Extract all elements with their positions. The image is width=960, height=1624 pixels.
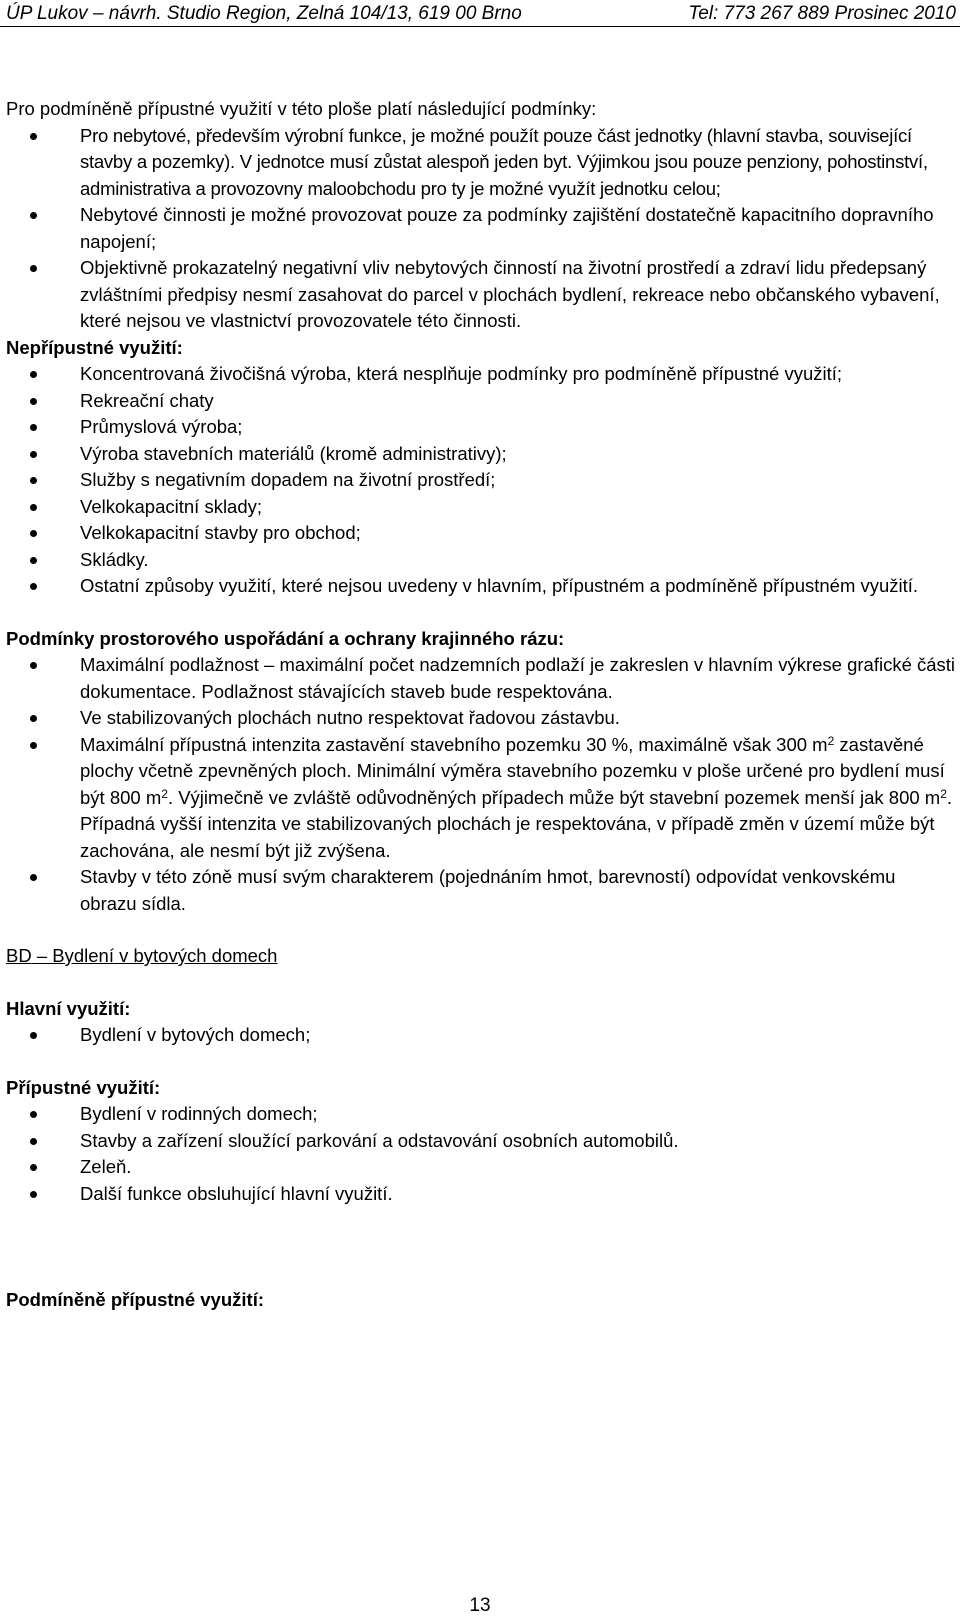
superscript: 2: [827, 733, 835, 748]
superscript: 2: [161, 786, 168, 801]
list-item: Maximální podlažnost – maximální počet nadzemních podlaží je zakreslen v hlavním výkrese grafické části dokumentace. Podlažnost stávajících staveb bude respektována.: [6, 652, 956, 705]
list-item: Zeleň.: [6, 1154, 956, 1181]
main-use-list: [6, 1022, 956, 1049]
bd-code: BD: [6, 945, 32, 966]
permitted-list: [6, 1101, 956, 1207]
conditional-intro: Pro podmíněně přípustné využití v této ploše platí následující podmínky:: [6, 98, 597, 119]
spatial-heading: Podmínky prostorového uspořádání a ochrany krajinného rázu:: [6, 627, 565, 649]
list-item: Služby s negativním dopadem na životní prostředí;: [6, 467, 956, 494]
list-item: Velkokapacitní sklady;: [6, 494, 956, 521]
list-item: Skládky.: [6, 547, 956, 574]
list-item: Stavby v této zóně musí svým charakterem (pojednáním hmot, barevností) odpovídat venkovskému obrazu sídla.: [6, 864, 956, 917]
page-number: 13: [469, 1595, 491, 1616]
permitted-heading: Přípustné využití:: [6, 1076, 161, 1098]
header-left-text: ÚP Lukov – návrh. Studio Region, Zelná 104/13, 619 00 Brno: [6, 3, 522, 24]
list-item: Objektivně prokazatelný negativní vliv nebytových činností na životní prostředí a zdraví lidu předepsaný zvláštními předpisy nesmí zasahovat do parcel v plochách bydlení, rekreace nebo občanského vybavení, které nejsou ve vlastnictví provozovatele této činnosti.: [6, 255, 956, 335]
list-item: Stavby a zařízení sloužící parkování a odstavování osobních automobilů.: [6, 1128, 956, 1155]
list-item: Koncentrovaná živočišná výroba, která nesplňuje podmínky pro podmíněně přípustné využití;: [6, 361, 956, 388]
list-item: Rekreační chaty: [6, 388, 956, 415]
document-body: [6, 96, 956, 1314]
list-item: Ostatní způsoby využití, které nejsou uvedeny v hlavním, přípustném a podmíněně přípustném využití.: [6, 573, 956, 600]
item-text: . Výjimečně ve zvláště odůvodněných případech může být stavební pozemek menší jak 800 m: [167, 786, 941, 808]
main-use-heading: Hlavní využití:: [6, 997, 131, 1019]
header-right-text: Tel: 773 267 889 Prosinec 2010: [688, 3, 956, 24]
list-item: Průmyslová výroba;: [6, 414, 956, 441]
list-item: Bydlení v rodinných domech;: [6, 1101, 956, 1128]
prohibited-list: [6, 361, 956, 600]
list-item: Velkokapacitní stavby pro obchod;: [6, 520, 956, 547]
list-item: Výroba stavebních materiálů (kromě administrativy);: [6, 441, 956, 468]
item-text: Maximální přípustná intenzita zastavění stavebního pozemku 30 %, maximálně však 300 m: [80, 733, 828, 755]
item-text: . Případná vyšší intenzita ve stabilizovaných plochách je respektována, v případě změn v území může být zachována, ale nesmí být již zvýšena.: [80, 786, 953, 861]
superscript: 2: [940, 786, 947, 801]
conditional-heading: Podmíněně přípustné využití:: [6, 1289, 264, 1310]
list-item: Bydlení v bytových domech;: [6, 1022, 956, 1049]
item-text: zastavěné plochy včetně zpevněných ploch. Minimální výměra stavebního pozemku v ploše určené pro bydlení musí být 800 m: [80, 733, 945, 808]
list-item: Pro nebytové, především výrobní funkce, je možné použít pouze část jednotky (hlavní stavba, související stavby a pozemky). V jednotce musí zůstat alespoň jeden byt. Výjimkou jsou pouze penziony, pohostinství, administrativa a provozovny maloobchodu pro ty je možné využít jednotku celou;: [6, 123, 956, 203]
list-item: [6, 732, 956, 865]
bd-section-title: [6, 943, 956, 970]
conditional-list: [6, 123, 956, 335]
list-item: Další funkce obsluhující hlavní využití.: [6, 1181, 956, 1208]
bd-title: – Bydlení v bytových domech: [31, 945, 278, 966]
list-item: Ve stabilizovaných plochách nutno respektovat řadovou zástavbu.: [6, 705, 956, 732]
prohibited-heading: Nepřípustné využití:: [6, 336, 183, 358]
spatial-list: [6, 652, 956, 917]
page-header: [0, 0, 960, 27]
list-item: Nebytové činnosti je možné provozovat pouze za podmínky zajištění dostatečně kapacitního dopravního napojení;: [6, 202, 956, 255]
